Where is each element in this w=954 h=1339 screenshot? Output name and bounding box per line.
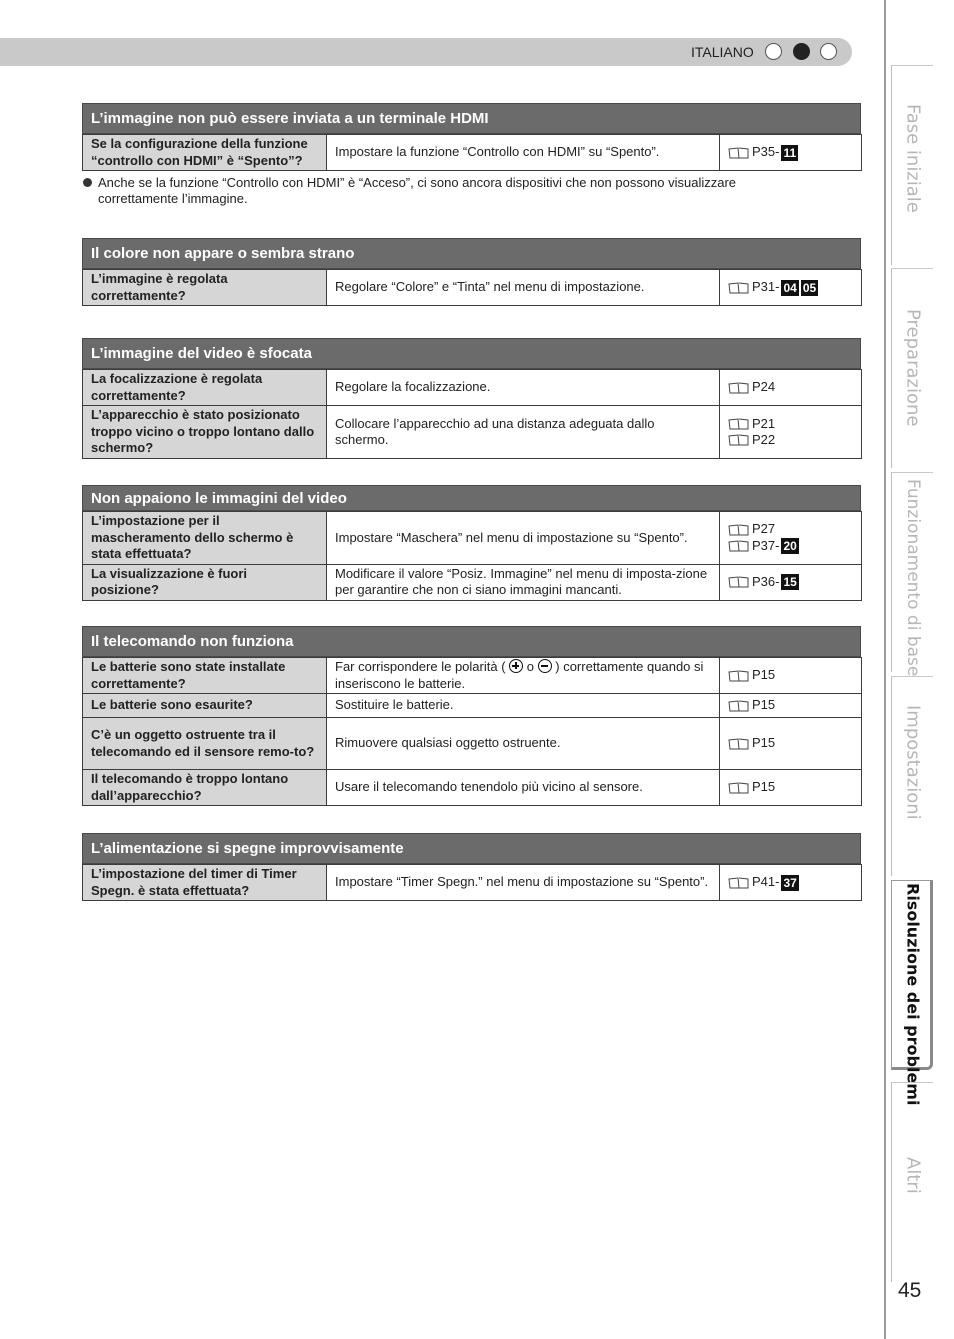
answer-text: Far corrispondere le polarità ( (335, 659, 506, 674)
troubleshoot-table (82, 134, 862, 171)
reference-cell (720, 406, 862, 459)
question-cell: Il telecomando è troppo lontano dall’apparecchio? (83, 770, 327, 806)
troubleshoot-table (82, 511, 862, 601)
answer-cell: Rimuovere qualsiasi oggetto ostruente. (327, 718, 720, 770)
page-reference[interactable] (728, 735, 853, 752)
page-reference[interactable] (728, 779, 853, 796)
table-row (83, 564, 862, 600)
reference-cell (720, 270, 862, 306)
table-row (83, 406, 862, 459)
language-label: ITALIANO (691, 44, 754, 60)
table-row (83, 135, 862, 171)
section-title: L’immagine non può essere inviata a un terminale HDMI (82, 103, 861, 134)
tab-label: Preparazione (902, 309, 924, 427)
page-ref-text: P15 (752, 697, 776, 713)
language-indicator-dot-active (793, 43, 810, 60)
page-reference[interactable] (728, 521, 853, 538)
note-text: Anche se la funzione “Controllo con HDMI” è “Acceso”, ci sono ancora dispositivi che non possono visualizzare correttamente l’immagine. (98, 175, 737, 206)
question-cell: C’è un oggetto ostruente tra il telecomando ed il sensore remo-to? (83, 718, 327, 770)
page-reference[interactable] (728, 144, 853, 161)
section-hdmi (82, 103, 861, 171)
book-reference-icon (728, 738, 750, 750)
tab-risoluzione-dei-problemi[interactable] (891, 880, 933, 1106)
answer-cell: Impostare la funzione “Controllo con HDMI” su “Spento”. (327, 135, 720, 171)
question-cell: L’immagine è regolata correttamente? (83, 270, 327, 306)
reference-cell (720, 770, 862, 806)
reference-cell (720, 135, 862, 171)
book-reference-icon (728, 382, 750, 394)
page-ref-text: P35- (752, 144, 780, 160)
page-ref-text: P37- (752, 537, 780, 553)
tab-label: Altri (902, 1157, 924, 1194)
page-ref-text: P27 (752, 521, 776, 537)
page-ref-text: P21 (752, 415, 776, 431)
table-row (83, 770, 862, 806)
book-reference-icon (728, 670, 750, 682)
tab-impostazioni[interactable] (891, 676, 933, 876)
section-title: Non appaiono le immagini del video (82, 485, 861, 511)
page-reference[interactable] (728, 697, 853, 714)
page-ref-text: P15 (752, 735, 776, 751)
tab-label: Risoluzione dei problemi (903, 883, 923, 1106)
table-row (83, 718, 862, 770)
section-title: L’alimentazione si spegne improvvisamente (82, 833, 861, 864)
page-ref-text: P22 (752, 432, 776, 447)
troubleshoot-table (82, 657, 862, 806)
language-indicator-dot (765, 43, 782, 60)
book-reference-icon (728, 576, 750, 588)
page-reference[interactable] (728, 379, 853, 396)
answer-cell: Regolare la focalizzazione. (327, 370, 720, 406)
reference-cell (720, 658, 862, 694)
troubleshoot-table (82, 269, 862, 306)
step-number-chip: 37 (783, 875, 797, 890)
page-reference[interactable] (728, 874, 853, 891)
page-number: 45 (898, 1279, 922, 1302)
minus-polarity-icon (538, 659, 552, 673)
table-row (83, 512, 862, 565)
reference-cell (720, 564, 862, 600)
answer-cell: Sostituire le batterie. (327, 694, 720, 718)
section-colore (82, 238, 861, 306)
tab-label: Impostazioni (902, 705, 924, 820)
page-reference[interactable] (728, 574, 853, 591)
troubleshoot-table (82, 864, 862, 901)
page-ref-text: P36- (752, 573, 780, 589)
section-telecomando (82, 626, 861, 806)
book-reference-icon (728, 877, 750, 889)
book-reference-icon (728, 418, 750, 430)
answer-cell (327, 658, 720, 694)
book-reference-icon (728, 282, 750, 294)
tab-label: Funzionamento di base (903, 479, 923, 677)
answer-cell: Impostare “Timer Spegn.” nel menu di impostazione su “Spento”. (327, 865, 720, 901)
page-reference[interactable] (728, 279, 853, 296)
plus-polarity-icon (509, 659, 523, 673)
question-cell: Le batterie sono state installate correttamente? (83, 658, 327, 694)
table-row (83, 270, 862, 306)
answer-cell: Regolare “Colore” e “Tinta” nel menu di impostazione. (327, 270, 720, 306)
page-reference[interactable] (728, 416, 853, 433)
step-number-chip: 11 (783, 145, 797, 160)
step-number-chip: 15 (783, 575, 797, 589)
page-reference[interactable] (728, 432, 853, 449)
section-title: Il colore non appare o sembra strano (82, 238, 861, 269)
answer-cell: Usare il telecomando tenendolo più vicino al sensore. (327, 770, 720, 806)
question-cell: Le batterie sono esaurite? (83, 694, 327, 718)
page-ref-text: P24 (752, 379, 776, 395)
page-reference[interactable] (728, 538, 853, 555)
book-reference-icon (728, 540, 750, 552)
question-cell: La visualizzazione è fuori posizione? (83, 564, 327, 600)
question-cell: L’impostazione del timer di Timer Spegn. è stata effettuata? (83, 865, 327, 901)
reference-cell (720, 370, 862, 406)
troubleshoot-table (82, 369, 862, 459)
answer-text: ) correttamente quando si inseriscono le batterie. (335, 659, 704, 691)
tab-preparazione[interactable] (891, 268, 933, 468)
book-reference-icon (728, 147, 750, 159)
section-title: L’immagine del video è sfocata (82, 338, 861, 369)
section-non-appaiono (82, 485, 861, 601)
tab-altri[interactable] (891, 1082, 933, 1282)
question-cell: Se la configurazione della funzione “controllo con HDMI” è “Spento”? (83, 135, 327, 171)
section-sfocata (82, 338, 861, 459)
table-row (83, 370, 862, 406)
tab-fase-iniziale[interactable] (891, 65, 933, 265)
section-title: Il telecomando non funziona (82, 626, 861, 657)
tab-label: Fase iniziale (902, 104, 924, 213)
step-number-chip: 05 (802, 280, 817, 295)
step-number-chip: 04 (783, 280, 797, 295)
step-number-chip: 20 (783, 539, 797, 553)
reference-cell (720, 718, 862, 770)
table-row (83, 658, 862, 694)
book-reference-icon (728, 700, 750, 712)
page-ref-text: P15 (752, 779, 776, 795)
book-reference-icon (728, 524, 750, 536)
reference-cell (720, 512, 862, 565)
page-ref-text: P15 (752, 667, 776, 683)
table-row (83, 865, 862, 901)
answer-cell: Modificare il valore “Posiz. Immagine” nel menu di imposta-zione per garantire che non ci siano immagini mancanti. (327, 564, 720, 600)
book-reference-icon (728, 434, 750, 446)
table-row (83, 694, 862, 718)
tab-funzionamento-di-base[interactable] (891, 472, 933, 677)
answer-text: o (526, 659, 535, 674)
question-cell: L’impostazione per il mascheramento dello schermo è stata effettuata? (83, 512, 327, 565)
reference-cell (720, 694, 862, 718)
section-alimentazione (82, 833, 861, 901)
page-ref-text: P31- (752, 279, 780, 295)
question-cell: L’apparecchio è stato posizionato troppo vicino o troppo lontano dallo schermo? (83, 406, 327, 459)
book-reference-icon (728, 782, 750, 794)
page-ref-text: P41- (752, 874, 780, 890)
answer-cell: Impostare “Maschera” nel menu di impostazione su “Spento”. (327, 512, 720, 565)
side-tab-rail (884, 0, 886, 1339)
language-indicator-dot (820, 43, 837, 60)
reference-cell (720, 865, 862, 901)
question-cell: La focalizzazione è regolata correttamente? (83, 370, 327, 406)
answer-cell: Collocare l’apparecchio ad una distanza adeguata dallo schermo. (327, 406, 720, 459)
page-reference[interactable] (728, 667, 853, 684)
